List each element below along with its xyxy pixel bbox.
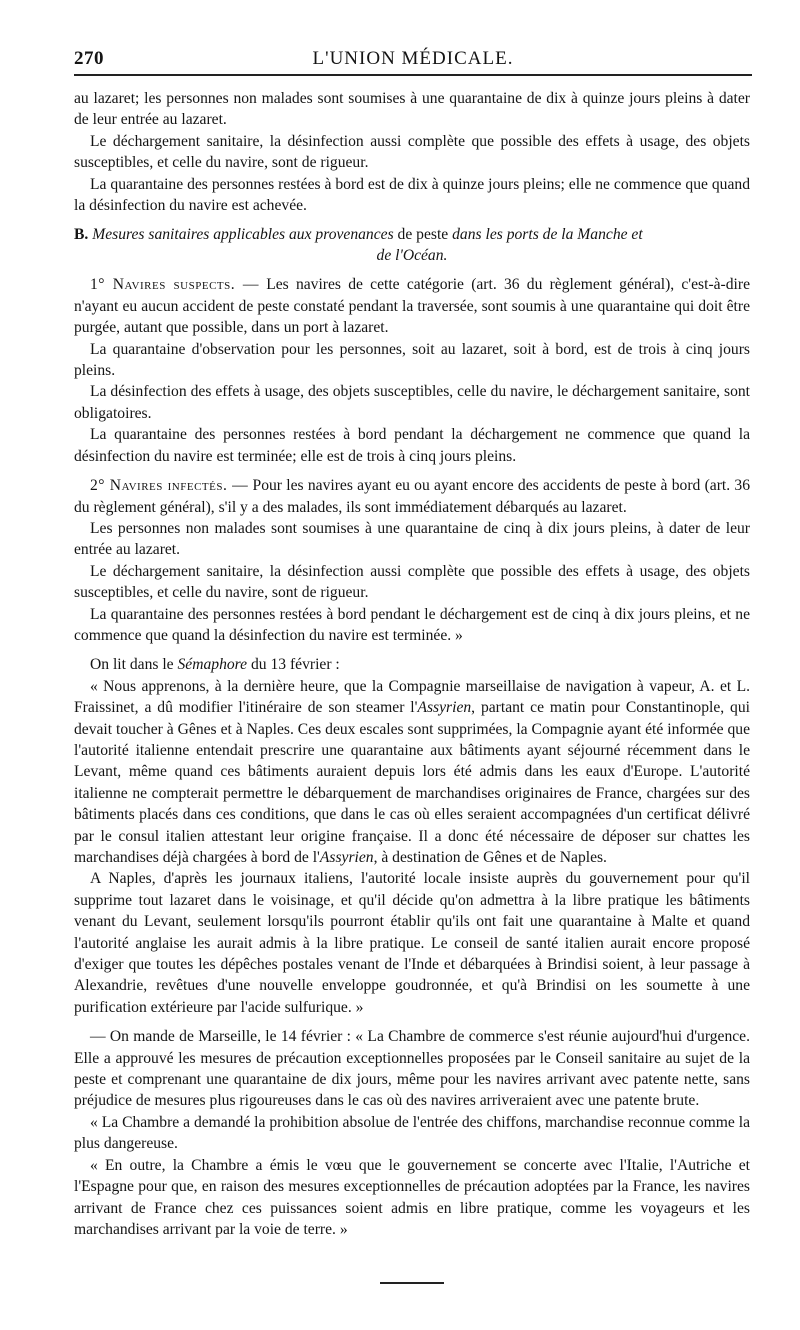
page-header xyxy=(74,40,752,76)
text-run: du 13 février : xyxy=(250,656,340,674)
page-number: 270 xyxy=(74,48,104,69)
paragraph: A Naples, d'après les journaux italiens, l'autorité locale insiste auprès du gouvernement pour qu'il supprime tout lazaret dans le voisinage, et qu'il décide qu'on admettra à la libre pratique les bâtiments venant du Levant, seulement lorsqu'ils pourront établir qu'ils ont fait une quarantaine à Malte et quand l'autorité anglaise les aurait admis à la libre pratique. Le conseil de santé italien aurait encore proposé d'exiger que toutes les dépêches postales venant de l'Inde et débarquées à Brindisi soient, à leur passage à Alexandrie, revêtues d'une nouvelle enveloppe goudronnée, et qu'à Brindisi on les soumette à une purification extérieure par l'acide sulfurique. » xyxy=(74,870,750,1016)
paragraph: Le déchargement sanitaire, la désinfection aussi complète que possible des effets à usage, des objets susceptibles, et celle du navire, sont de rigueur. xyxy=(74,562,750,602)
paragraph: La quarantaine d'observation pour les personnes, soit au lazaret, soit à bord, est de trois à cinq jours pleins. xyxy=(74,340,750,380)
ship-name: Assyrien xyxy=(417,699,472,717)
closing-rule xyxy=(380,1282,444,1284)
newspaper-name: Sémaphore xyxy=(177,656,248,674)
section-heading-b xyxy=(74,224,750,266)
text-run: « Nous apprenons, à la dernière heure, que la Compagnie marseillaise de navigation à vapeur, A. et L. Fraissinet, a dû modifier l'itinéraire de son steamer l' xyxy=(74,677,750,717)
ship-name: Assyrien xyxy=(319,849,374,866)
paragraph: La quarantaine des personnes restées à bord pendant le déchargement est de cinq à dix jours pleins, et ne commence que quand la désinfection du navire est terminée. » xyxy=(74,605,750,644)
paragraph: La quarantaine des personnes restées à bord est de dix à quinze jours pleins; elle ne commence que quand la désinfection du navire est achevée. xyxy=(74,175,750,215)
paragraph: — On mande de Marseille, le 14 février : « La Chambre de commerce s'est réunie aujourd'hui d'urgence. Elle a approuvé les mesures de précaution exceptionnelles proposées par le Conseil sanitaire au sujet de la peste et comprenant une quarantaine de dix jours, même pour les navires arrivant avec patente nette, sans préjudice de mesures plus rigoureuses dans le cas où des navires arriveraient avec une patente brute. xyxy=(74,1028,750,1110)
item-text: Pour les navires ayant eu ou ayant encore des accidents de peste à bord (art. 36 du règlement général), s'il y a des malades, ils sont immédiatement débarqués au lazaret. xyxy=(74,477,750,516)
section-letter: B. xyxy=(74,226,89,244)
item-lead: 1° Navires suspects. — xyxy=(90,276,259,294)
section-title-part: de peste xyxy=(397,226,449,244)
section-title-part: de l'Océan. xyxy=(376,247,448,265)
text-run: On lit dans le xyxy=(90,656,174,674)
article-body xyxy=(74,88,750,1284)
paragraph: « La Chambre a demandé la prohibition absolue de l'entrée des chiffons, marchandise reconnue comme la plus dangereuse. xyxy=(74,1113,750,1153)
paragraph: La quarantaine des personnes restées à bord pendant la déchargement ne commence que quand la désinfection du navire est terminée; elle est de trois à cinq jours pleins. xyxy=(74,426,750,465)
item-lead: 2° Navires infectés. — xyxy=(90,477,249,495)
paragraph xyxy=(74,274,750,338)
item-text: Les navires de cette catégorie (art. 36 du règlement général), c'est-à-dire n'ayant eu aucun accident de peste constaté pendant la traversée, sont soumis à une quarantaine qui doit être purgée, autant que possible, dans un port à lazaret. xyxy=(74,276,750,337)
quoted-paragraph xyxy=(74,676,750,869)
section-title-part: dans les ports de la Manche et xyxy=(452,226,643,244)
section-title-part: Mesures sanitaires applicables aux provenances xyxy=(92,226,394,244)
paragraph: Les personnes non malades sont soumises à une quarantaine de cinq à dix jours pleins, à dater de leur entrée au lazaret. xyxy=(74,519,750,559)
paragraph: La désinfection des effets à usage, des objets susceptibles, celle du navire, le déchargement sanitaire, sont obligatoires. xyxy=(74,383,750,422)
running-head: L'UNION MÉDICALE. xyxy=(312,48,514,69)
paragraph xyxy=(74,475,750,518)
paragraph xyxy=(74,654,750,675)
paragraph: au lazaret; les personnes non malades sont soumises à une quarantaine de dix à quinze jours pleins à dater de leur entrée au lazaret. xyxy=(74,90,750,129)
text-run: , partant ce matin pour Constantinople, qui devait toucher à Gênes et à Naples. Ces deux escales sont supprimées, la Compagnie ayant été informée que l'autorité italienne entendait prescrire une quarantaine aux bâtiments ayant séjourné récemment dans le Levant, même quand ces bâtiments auraient depuis lors été admis dans les eaux d'Europe. L'autorité italienne ne compterait permettre le débarquement de marchandises originaires de France, chargées sur des bâtiments placés dans ces conditions, que dans le cas où elles seraient accompagnées d'un certificat délivré par le consul italien attestant leur origine française. Il a donc été nécessaire de déposer sur chattes les marchandises déjà chargées à bord de l' xyxy=(74,699,750,866)
paragraph: « En outre, la Chambre a émis le vœu que le gouvernement se concerte avec l'Italie, l'Autriche et l'Espagne pour que, en raison des mesures exceptionnelles de précaution adoptées par la France, les navires arrivant de France chez ces puissances soient admis en libre pratique, comme les voyageurs et les marchandises arrivant par la voie de terre. » xyxy=(74,1156,750,1238)
paragraph: Le déchargement sanitaire, la désinfection aussi complète que possible des effets à usage, des objets susceptibles, et celle du navire, sont de rigueur. xyxy=(74,132,750,172)
text-run: , à destination de Gênes et de Naples. xyxy=(373,849,607,866)
